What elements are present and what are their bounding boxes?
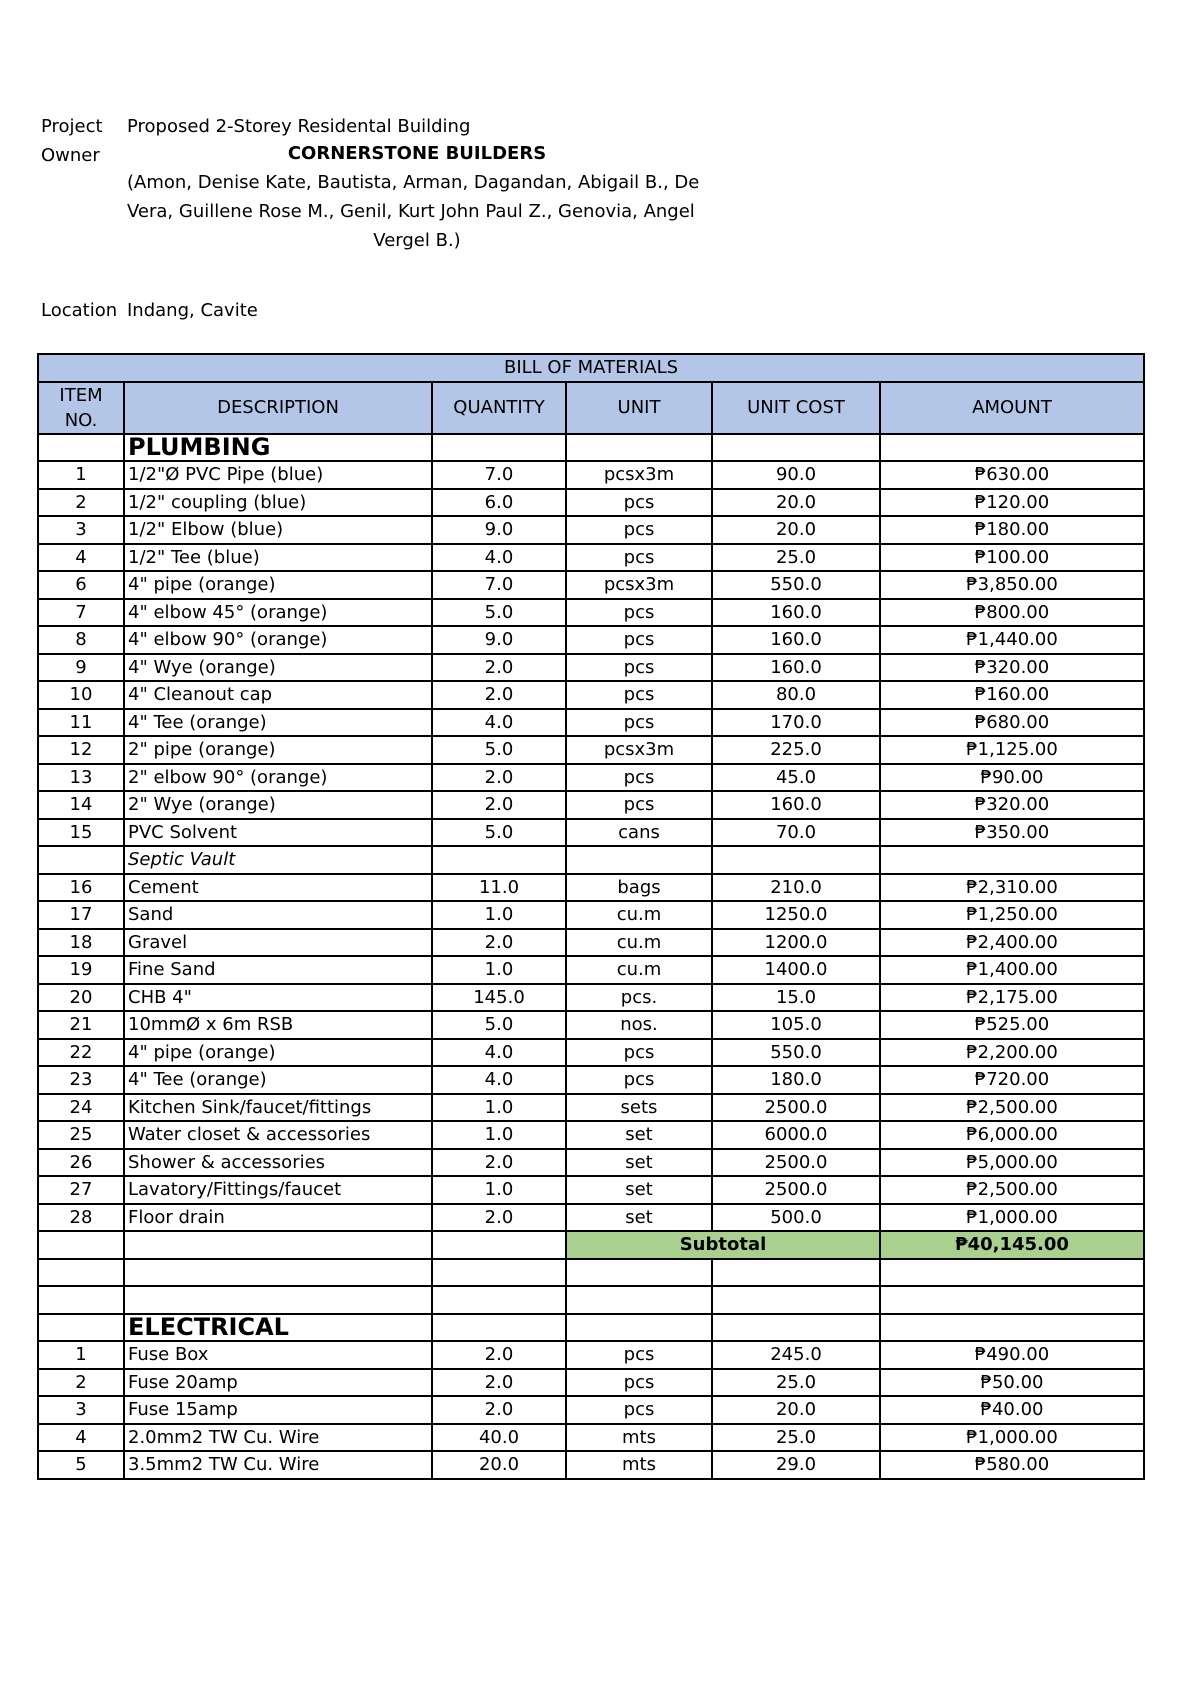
item-amount: ₱630.00	[880, 461, 1144, 489]
bill-of-materials-table	[37, 353, 1145, 1480]
item-unit: pcs	[566, 1039, 712, 1067]
item-unit-cost: 225.0	[712, 736, 880, 764]
table-row	[38, 1341, 1144, 1369]
item-unit-cost: 25.0	[712, 544, 880, 572]
item-quantity: 4.0	[432, 1066, 566, 1094]
item-unit: pcs	[566, 544, 712, 572]
empty-cell	[432, 1314, 566, 1342]
item-unit: pcs	[566, 791, 712, 819]
item-quantity: 2.0	[432, 681, 566, 709]
table-row	[38, 984, 1144, 1012]
item-unit: nos.	[566, 1011, 712, 1039]
item-unit-cost: 80.0	[712, 681, 880, 709]
item-quantity: 9.0	[432, 516, 566, 544]
item-unit-cost: 180.0	[712, 1066, 880, 1094]
item-no: 10	[38, 681, 124, 709]
item-no: 19	[38, 956, 124, 984]
item-no: 22	[38, 1039, 124, 1067]
item-no: 20	[38, 984, 124, 1012]
item-no: 15	[38, 819, 124, 847]
item-no: 14	[38, 791, 124, 819]
empty-cell	[880, 1314, 1144, 1342]
item-amount: ₱680.00	[880, 709, 1144, 737]
table-row	[38, 681, 1144, 709]
empty-cell	[880, 1286, 1144, 1314]
item-description: Fuse Box	[124, 1341, 432, 1369]
table-row	[38, 819, 1144, 847]
electrical-section-row	[38, 1314, 1144, 1342]
item-description: 2" elbow 90° (orange)	[124, 764, 432, 792]
item-no: 7	[38, 599, 124, 627]
item-quantity: 4.0	[432, 709, 566, 737]
item-unit-cost: 20.0	[712, 1396, 880, 1424]
item-no: 9	[38, 654, 124, 682]
empty-cell	[432, 434, 566, 462]
blank-row	[38, 1286, 1144, 1314]
item-amount: ₱800.00	[880, 599, 1144, 627]
item-amount: ₱1,000.00	[880, 1204, 1144, 1232]
item-unit-cost: 20.0	[712, 516, 880, 544]
empty-cell	[124, 1259, 432, 1287]
empty-cell	[712, 846, 880, 874]
subtotal-value: ₱40,145.00	[880, 1231, 1144, 1259]
item-description: Kitchen Sink/faucet/fittings	[124, 1094, 432, 1122]
item-description: 4" elbow 90° (orange)	[124, 626, 432, 654]
item-unit-cost: 550.0	[712, 1039, 880, 1067]
item-quantity: 1.0	[432, 956, 566, 984]
item-no: 16	[38, 874, 124, 902]
table-row	[38, 1149, 1144, 1177]
blank-row	[38, 1259, 1144, 1287]
table-row	[38, 599, 1144, 627]
table-row	[38, 1369, 1144, 1397]
item-description: 2" Wye (orange)	[124, 791, 432, 819]
item-unit: pcs	[566, 489, 712, 517]
item-unit-cost: 2500.0	[712, 1149, 880, 1177]
item-unit-cost: 2500.0	[712, 1094, 880, 1122]
section-title: PLUMBING	[124, 434, 432, 462]
empty-cell	[712, 1314, 880, 1342]
item-unit-cost: 90.0	[712, 461, 880, 489]
item-description: Floor drain	[124, 1204, 432, 1232]
location-value: Indang, Cavite	[127, 300, 258, 321]
item-no: 11	[38, 709, 124, 737]
item-description: Fuse 20amp	[124, 1369, 432, 1397]
item-amount: ₱1,000.00	[880, 1424, 1144, 1452]
item-unit-cost: 160.0	[712, 599, 880, 627]
item-unit: mts	[566, 1451, 712, 1479]
item-unit-cost: 1250.0	[712, 901, 880, 929]
empty-cell	[712, 434, 880, 462]
item-description: Fuse 15amp	[124, 1396, 432, 1424]
item-quantity: 1.0	[432, 1176, 566, 1204]
item-quantity: 9.0	[432, 626, 566, 654]
item-unit: pcs	[566, 764, 712, 792]
item-unit-cost: 245.0	[712, 1341, 880, 1369]
empty-cell	[38, 846, 124, 874]
item-description: 1/2" Elbow (blue)	[124, 516, 432, 544]
item-unit-cost: 170.0	[712, 709, 880, 737]
table-row	[38, 1094, 1144, 1122]
item-unit-cost: 1400.0	[712, 956, 880, 984]
empty-cell	[432, 846, 566, 874]
item-amount: ₱580.00	[880, 1451, 1144, 1479]
empty-cell	[566, 1259, 712, 1287]
item-unit: set	[566, 1121, 712, 1149]
empty-cell	[432, 1259, 566, 1287]
table-row	[38, 764, 1144, 792]
item-quantity: 2.0	[432, 654, 566, 682]
item-quantity: 11.0	[432, 874, 566, 902]
owner-block	[127, 139, 707, 255]
item-no: 27	[38, 1176, 124, 1204]
item-unit: pcs.	[566, 984, 712, 1012]
item-unit: pcsx3m	[566, 736, 712, 764]
location-label: Location	[41, 300, 118, 321]
item-unit: pcs	[566, 654, 712, 682]
item-amount: ₱120.00	[880, 489, 1144, 517]
item-description: 4" pipe (orange)	[124, 571, 432, 599]
item-amount: ₱2,500.00	[880, 1176, 1144, 1204]
table-row	[38, 1066, 1144, 1094]
item-description: 3.5mm2 TW Cu. Wire	[124, 1451, 432, 1479]
empty-cell	[880, 1259, 1144, 1287]
item-description: 4" Tee (orange)	[124, 1066, 432, 1094]
empty-cell	[712, 1259, 880, 1287]
item-amount: ₱2,500.00	[880, 1094, 1144, 1122]
col-amount: AMOUNT	[880, 382, 1144, 434]
item-no: 26	[38, 1149, 124, 1177]
table-row	[38, 929, 1144, 957]
table-row	[38, 461, 1144, 489]
empty-cell	[880, 434, 1144, 462]
empty-cell	[566, 434, 712, 462]
empty-cell	[38, 1231, 124, 1259]
item-no: 8	[38, 626, 124, 654]
item-description: 10mmØ x 6m RSB	[124, 1011, 432, 1039]
item-amount: ₱160.00	[880, 681, 1144, 709]
col-quantity: QUANTITY	[432, 382, 566, 434]
item-no: 6	[38, 571, 124, 599]
item-unit-cost: 160.0	[712, 654, 880, 682]
item-description: 1/2" coupling (blue)	[124, 489, 432, 517]
item-quantity: 2.0	[432, 764, 566, 792]
subtotal-label: Subtotal	[566, 1231, 880, 1259]
item-amount: ₱180.00	[880, 516, 1144, 544]
table-row	[38, 1396, 1144, 1424]
item-quantity: 5.0	[432, 736, 566, 764]
empty-cell	[566, 1314, 712, 1342]
item-description: Sand	[124, 901, 432, 929]
table-row	[38, 736, 1144, 764]
item-quantity: 7.0	[432, 571, 566, 599]
item-amount: ₱525.00	[880, 1011, 1144, 1039]
item-amount: ₱1,440.00	[880, 626, 1144, 654]
item-unit: set	[566, 1176, 712, 1204]
table-row	[38, 571, 1144, 599]
item-no: 5	[38, 1451, 124, 1479]
item-description: 2" pipe (orange)	[124, 736, 432, 764]
plumbing-section-row	[38, 434, 1144, 462]
item-amount: ₱1,125.00	[880, 736, 1144, 764]
item-amount: ₱3,850.00	[880, 571, 1144, 599]
item-amount: ₱100.00	[880, 544, 1144, 572]
empty-cell	[38, 1314, 124, 1342]
item-quantity: 2.0	[432, 1369, 566, 1397]
item-no: 28	[38, 1204, 124, 1232]
item-description: CHB 4"	[124, 984, 432, 1012]
item-unit-cost: 70.0	[712, 819, 880, 847]
item-no: 18	[38, 929, 124, 957]
item-no: 3	[38, 1396, 124, 1424]
item-unit-cost: 25.0	[712, 1369, 880, 1397]
item-unit-cost: 6000.0	[712, 1121, 880, 1149]
item-amount: ₱5,000.00	[880, 1149, 1144, 1177]
item-unit-cost: 105.0	[712, 1011, 880, 1039]
item-unit: cu.m	[566, 901, 712, 929]
item-no: 4	[38, 1424, 124, 1452]
table-row	[38, 1451, 1144, 1479]
item-amount: ₱2,400.00	[880, 929, 1144, 957]
item-unit-cost: 210.0	[712, 874, 880, 902]
item-description: 4" pipe (orange)	[124, 1039, 432, 1067]
table-row	[38, 654, 1144, 682]
item-unit: sets	[566, 1094, 712, 1122]
item-unit-cost: 2500.0	[712, 1176, 880, 1204]
table-row	[38, 516, 1144, 544]
item-amount: ₱6,000.00	[880, 1121, 1144, 1149]
table-row	[38, 1424, 1144, 1452]
item-description: 2.0mm2 TW Cu. Wire	[124, 1424, 432, 1452]
item-unit: pcs	[566, 626, 712, 654]
item-description: Water closet & accessories	[124, 1121, 432, 1149]
table-row	[38, 1204, 1144, 1232]
item-no: 1	[38, 1341, 124, 1369]
item-quantity: 2.0	[432, 1341, 566, 1369]
item-unit: cu.m	[566, 929, 712, 957]
empty-cell	[880, 846, 1144, 874]
item-unit: set	[566, 1149, 712, 1177]
item-quantity: 5.0	[432, 1011, 566, 1039]
empty-cell	[38, 434, 124, 462]
item-unit: pcsx3m	[566, 461, 712, 489]
item-unit: cu.m	[566, 956, 712, 984]
empty-cell	[38, 1286, 124, 1314]
item-quantity: 1.0	[432, 1121, 566, 1149]
item-description: Fine Sand	[124, 956, 432, 984]
item-amount: ₱490.00	[880, 1341, 1144, 1369]
owner-label: Owner	[41, 145, 100, 166]
item-amount: ₱2,200.00	[880, 1039, 1144, 1067]
item-unit-cost: 160.0	[712, 791, 880, 819]
item-amount: ₱2,175.00	[880, 984, 1144, 1012]
item-unit: pcs	[566, 681, 712, 709]
item-unit: pcs	[566, 599, 712, 627]
item-unit: set	[566, 1204, 712, 1232]
table-row	[38, 791, 1144, 819]
item-unit: mts	[566, 1424, 712, 1452]
item-quantity: 2.0	[432, 1204, 566, 1232]
item-description: 4" Tee (orange)	[124, 709, 432, 737]
item-no: 17	[38, 901, 124, 929]
item-unit-cost: 500.0	[712, 1204, 880, 1232]
item-unit-cost: 20.0	[712, 489, 880, 517]
item-unit-cost: 1200.0	[712, 929, 880, 957]
item-quantity: 6.0	[432, 489, 566, 517]
item-quantity: 1.0	[432, 1094, 566, 1122]
item-quantity: 7.0	[432, 461, 566, 489]
item-amount: ₱2,310.00	[880, 874, 1144, 902]
col-item-no: ITEM NO.	[38, 382, 124, 434]
subsection-title: Septic Vault	[124, 846, 432, 874]
item-no: 2	[38, 1369, 124, 1397]
item-unit: pcs	[566, 1341, 712, 1369]
item-description: 4" Cleanout cap	[124, 681, 432, 709]
project-value: Proposed 2-Storey Residental Building	[127, 116, 471, 137]
table-title: BILL OF MATERIALS	[38, 354, 1144, 382]
item-amount: ₱1,250.00	[880, 901, 1144, 929]
table-row	[38, 489, 1144, 517]
item-no: 21	[38, 1011, 124, 1039]
empty-cell	[124, 1286, 432, 1314]
item-quantity: 5.0	[432, 599, 566, 627]
table-row	[38, 1121, 1144, 1149]
item-unit: pcs	[566, 709, 712, 737]
item-description: Lavatory/Fittings/faucet	[124, 1176, 432, 1204]
item-amount: ₱40.00	[880, 1396, 1144, 1424]
item-unit-cost: 160.0	[712, 626, 880, 654]
project-label: Project	[41, 116, 103, 137]
item-description: Shower & accessories	[124, 1149, 432, 1177]
item-description: 1/2" Tee (blue)	[124, 544, 432, 572]
item-quantity: 2.0	[432, 929, 566, 957]
item-no: 23	[38, 1066, 124, 1094]
item-unit: pcsx3m	[566, 571, 712, 599]
item-quantity: 145.0	[432, 984, 566, 1012]
table-row	[38, 1011, 1144, 1039]
item-quantity: 5.0	[432, 819, 566, 847]
item-description: 1/2"Ø PVC Pipe (blue)	[124, 461, 432, 489]
table-row	[38, 874, 1144, 902]
item-description: 4" Wye (orange)	[124, 654, 432, 682]
item-quantity: 4.0	[432, 544, 566, 572]
item-no: 1	[38, 461, 124, 489]
item-unit-cost: 15.0	[712, 984, 880, 1012]
item-quantity: 4.0	[432, 1039, 566, 1067]
item-unit: cans	[566, 819, 712, 847]
item-no: 13	[38, 764, 124, 792]
item-quantity: 2.0	[432, 791, 566, 819]
item-unit: pcs	[566, 1369, 712, 1397]
empty-cell	[566, 846, 712, 874]
table-row	[38, 956, 1144, 984]
subtotal-row	[38, 1231, 1144, 1259]
item-unit-cost: 550.0	[712, 571, 880, 599]
owner-members-line-2: Vera, Guillene Rose M., Genil, Kurt John Paul Z., Genovia, Angel	[127, 201, 695, 222]
item-unit-cost: 45.0	[712, 764, 880, 792]
item-unit-cost: 29.0	[712, 1451, 880, 1479]
item-quantity: 2.0	[432, 1396, 566, 1424]
owner-company: CORNERSTONE BUILDERS	[287, 143, 547, 164]
item-no: 12	[38, 736, 124, 764]
item-unit: pcs	[566, 516, 712, 544]
table-row	[38, 544, 1144, 572]
table-row	[38, 626, 1144, 654]
col-unit: UNIT	[566, 382, 712, 434]
item-no: 24	[38, 1094, 124, 1122]
item-amount: ₱90.00	[880, 764, 1144, 792]
owner-members-line-3: Vergel B.)	[373, 230, 461, 251]
item-unit: bags	[566, 874, 712, 902]
empty-cell	[432, 1231, 566, 1259]
item-description: 4" elbow 45° (orange)	[124, 599, 432, 627]
item-description: PVC Solvent	[124, 819, 432, 847]
empty-cell	[566, 1286, 712, 1314]
item-quantity: 2.0	[432, 1149, 566, 1177]
table-row	[38, 901, 1144, 929]
section-title: ELECTRICAL	[124, 1314, 432, 1342]
table-row	[38, 1176, 1144, 1204]
empty-cell	[432, 1286, 566, 1314]
item-no: 25	[38, 1121, 124, 1149]
item-unit: pcs	[566, 1396, 712, 1424]
item-description: Cement	[124, 874, 432, 902]
item-unit-cost: 25.0	[712, 1424, 880, 1452]
item-amount: ₱1,400.00	[880, 956, 1144, 984]
item-no: 4	[38, 544, 124, 572]
item-quantity: 1.0	[432, 901, 566, 929]
item-amount: ₱350.00	[880, 819, 1144, 847]
item-amount: ₱50.00	[880, 1369, 1144, 1397]
col-unit-cost: UNIT COST	[712, 382, 880, 434]
table-row	[38, 1039, 1144, 1067]
empty-cell	[712, 1286, 880, 1314]
subsection-row	[38, 846, 1144, 874]
item-no: 2	[38, 489, 124, 517]
item-quantity: 40.0	[432, 1424, 566, 1452]
item-quantity: 20.0	[432, 1451, 566, 1479]
empty-cell	[38, 1259, 124, 1287]
item-amount: ₱320.00	[880, 654, 1144, 682]
item-no: 3	[38, 516, 124, 544]
item-description: Gravel	[124, 929, 432, 957]
empty-cell	[124, 1231, 432, 1259]
item-unit: pcs	[566, 1066, 712, 1094]
item-amount: ₱720.00	[880, 1066, 1144, 1094]
item-amount: ₱320.00	[880, 791, 1144, 819]
table-row	[38, 709, 1144, 737]
col-description: DESCRIPTION	[124, 382, 432, 434]
owner-members-line-1: (Amon, Denise Kate, Bautista, Arman, Dagandan, Abigail B., De	[127, 172, 700, 193]
